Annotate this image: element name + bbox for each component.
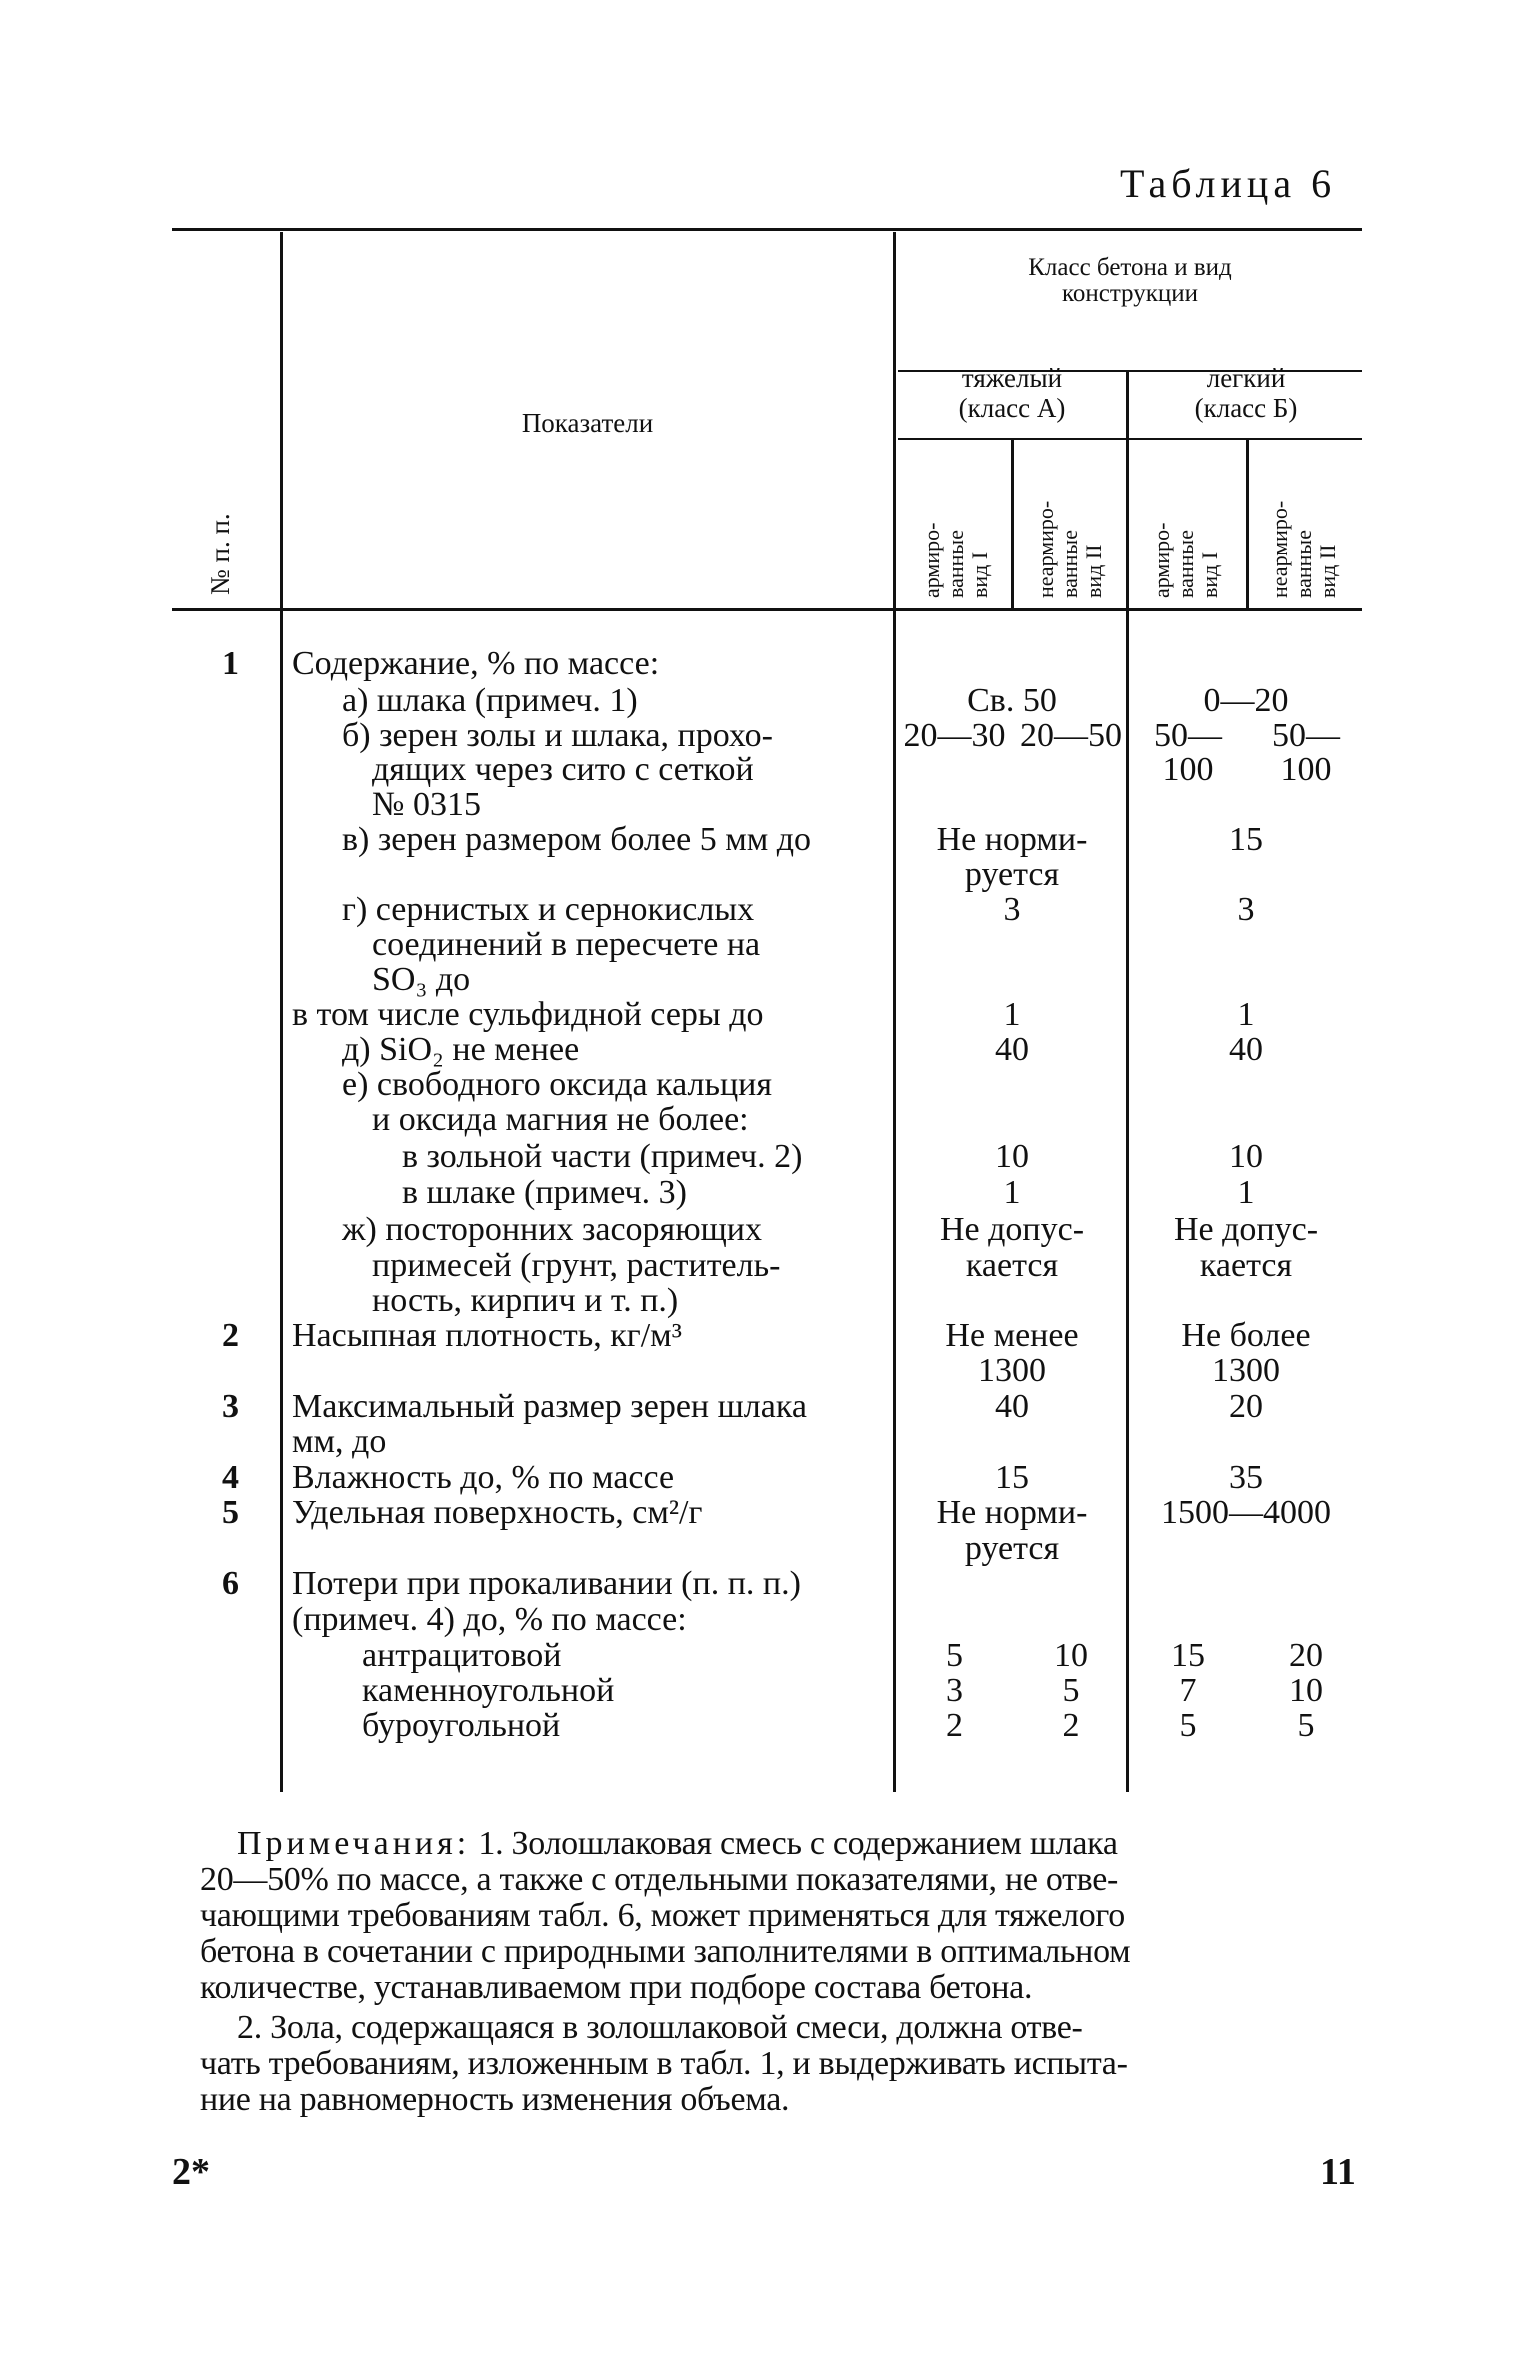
header-sub-heavy-2 [1034,501,1106,598]
row-number: 1 [222,645,239,682]
note-1-line: бетона в сочетании с природными заполнителями в оптимальном [200,1933,1131,1970]
row-number: 4 [222,1459,239,1496]
indicator-text: а) шлака (примеч. 1) [342,682,638,719]
col-divider-light-sub [1246,440,1249,608]
value-cell: Не допус- [1173,1211,1319,1248]
value-cell: 10 [1054,1637,1088,1674]
note-1-line: 1. Золошлаковая смесь с содержанием шлака [478,1825,1118,1862]
header-sub-line: ванные [1173,530,1198,598]
value-cell: 1 [1003,996,1021,1033]
value-cell: 5 [1297,1707,1315,1744]
notes-label: Примечания: [237,1825,471,1862]
note-1-line: количестве, устанавливаемом при подборе состава бетона. [200,1969,1033,2006]
value-cell: 20—50 [1020,717,1122,754]
indicator-text: дящих через сито с сеткой [372,751,754,788]
value-cell: 20 [1289,1637,1323,1674]
col-divider-values [893,232,896,1792]
row-number: 3 [222,1388,239,1425]
value-cell: 10 [1229,1138,1263,1175]
indicator-text: каменноугольной [362,1672,615,1709]
value-cell: 1300 [978,1352,1046,1389]
header-sub-line: неармиро- [1033,500,1058,598]
indicator-text: Содержание, % по массе: [292,645,660,682]
header-sub-light-1 [1150,523,1222,598]
value-cell: 100 [1162,751,1214,788]
row-number: 5 [222,1494,239,1531]
table-title: Таблица 6 [1120,161,1337,206]
table-top-rule [172,228,1362,231]
value-cell: 5 [1062,1672,1080,1709]
indicator-text: в) зерен размером более 5 мм до [342,821,812,858]
header-sub-light-2 [1268,501,1340,598]
value-cell: Не допус- [939,1211,1085,1248]
row-number: 2 [222,1317,239,1354]
header-bottom-rule [172,608,1362,611]
value-cell: 2 [1062,1707,1080,1744]
header-sub-line: ванные [1291,530,1316,598]
value-cell: 20 [1229,1388,1263,1425]
value-cell: 7 [1179,1672,1197,1709]
value-cell: Не норми- [936,1494,1088,1531]
header-sub-line: неармиро- [1267,500,1292,598]
indicator-text: ж) посторонних засоряющих [342,1211,762,1248]
indicator-text: в том числе сульфидной серы до [292,996,764,1033]
indicator-text: Потери при прокаливании (п. п. п.) [292,1565,801,1602]
header-heavy-line-2: (класс А) [958,393,1066,423]
indicator-text: мм, до [292,1423,387,1460]
col-divider-heavy-sub [1011,440,1014,608]
indicator-text: № 0315 [372,786,481,823]
header-heavy-line-1: тяжелый [961,363,1063,393]
header-sub-line: армиро- [919,522,944,598]
indicator-text: Влажность до, % по массе [292,1459,675,1496]
value-cell: 0—20 [1203,682,1289,719]
header-sub-line: ванные [1057,530,1082,598]
indicator-text: г) сернистых и сернокислых [342,891,755,928]
indicator-text: и оксида магния не более: [372,1101,749,1138]
header-num-col: № п. п. [205,513,235,595]
value-cell: 100 [1280,751,1332,788]
value-cell: 5 [946,1637,963,1674]
header-group-line-1: Класс бетона и вид [1028,254,1232,281]
header-group [898,255,1362,307]
header-sub-line: ванные [943,530,968,598]
value-cell: 15 [995,1459,1029,1496]
indicator-text: ность, кирпич и т. п.) [372,1282,679,1319]
note-2-line: чать требованиям, изложенным в табл. 1, и выдерживать испыта- [200,2045,1128,2082]
col-divider-num [280,232,283,1792]
header-sub-line: вид I [967,551,992,598]
value-cell: 1 [1237,996,1255,1033]
header-sub-line: вид I [1197,551,1222,598]
value-cell: 20—30 [903,717,1006,754]
indicator-text: Удельная поверхность, см²/г [292,1494,703,1531]
value-cell: 2 [946,1707,963,1744]
note-1-body [200,1862,1130,2006]
header-indicators: Показатели [521,408,654,438]
indicator-text: примесей (грунт, раститель- [372,1247,781,1284]
value-cell: кается [965,1247,1059,1284]
indicator-text: соединений в пересчете на [372,926,761,963]
value-cell: Св. 50 [967,682,1057,719]
value-cell: 50— [1154,717,1222,754]
note-2-body [200,2046,1128,2118]
header-sub-heavy-1 [920,523,992,598]
header-sub-line: вид II [1081,544,1106,598]
value-cell: 40 [995,1031,1029,1068]
row-number: 6 [222,1565,239,1602]
indicator-text: в зольной части (примеч. 2) [402,1138,803,1175]
footer-signature: 2* [172,2151,210,2193]
value-cell: Не менее [945,1317,1079,1354]
value-cell: 10 [1289,1672,1323,1709]
value-cell: 15 [1229,821,1263,858]
notes [237,1826,1118,1862]
page-number: 11 [1320,2151,1356,2193]
note-2 [237,2010,1083,2046]
indicator-text: антрацитовой [362,1637,562,1674]
header-light [1130,363,1362,423]
value-cell: 3 [1237,891,1255,928]
value-cell: 40 [1229,1031,1263,1068]
indicator-text: (примеч. 4) до, % по массе: [292,1601,687,1638]
header-sub-line: армиро- [1149,522,1174,598]
note-1-line: чающими требованиям табл. 6, может применяться для тяжелого [200,1897,1125,1934]
value-cell: 1 [1003,1174,1021,1211]
indicator-text: буроугольной [362,1707,561,1744]
value-cell: 1 [1237,1174,1255,1211]
value-cell: 15 [1171,1637,1205,1674]
value-cell: руется [964,1530,1060,1567]
header-group-line-2: конструкции [1061,280,1199,307]
header-light-line-2: (класс Б) [1194,393,1298,423]
value-cell: 5 [1179,1707,1197,1744]
col-divider-heavy-light [1126,372,1129,1792]
header-heavy [898,363,1126,423]
value-cell: 1500—4000 [1161,1494,1331,1531]
indicator-text: д) SiO₂ не менее [342,1031,580,1068]
indicator-text: Максимальный размер зерен шлака [292,1388,807,1425]
value-cell: 35 [1229,1459,1263,1496]
class-rule [898,438,1362,440]
value-cell: 3 [946,1672,963,1709]
value-cell: руется [964,856,1060,893]
value-cell: 10 [995,1138,1029,1175]
value-cell: кается [1199,1247,1293,1284]
value-cell: 40 [995,1388,1029,1425]
value-cell: Не норми- [936,821,1088,858]
note-2-line: ние на равномерность изменения объема. [200,2081,790,2118]
header-light-line-1: легкий [1206,363,1286,393]
indicator-text: Насыпная плотность, кг/м³ [292,1317,682,1354]
note-1-line: 20—50% по массе, а также с отдельными показателями, не отве- [200,1861,1119,1898]
value-cell: 50— [1272,717,1340,754]
value-cell: Не более [1181,1317,1311,1354]
note-2-line: 2. Зола, содержащаяся в золошлаковой смеси, должна отве- [237,2009,1083,2046]
indicator-text: е) свободного оксида кальция [342,1066,772,1103]
indicator-text: в шлаке (примеч. 3) [402,1174,687,1211]
value-cell: 1300 [1212,1352,1280,1389]
header-sub-line: вид II [1315,544,1340,598]
value-cell: 3 [1003,891,1021,928]
indicator-text: б) зерен золы и шлака, прохо- [342,717,773,754]
indicator-text: SO₃ до [372,961,471,998]
